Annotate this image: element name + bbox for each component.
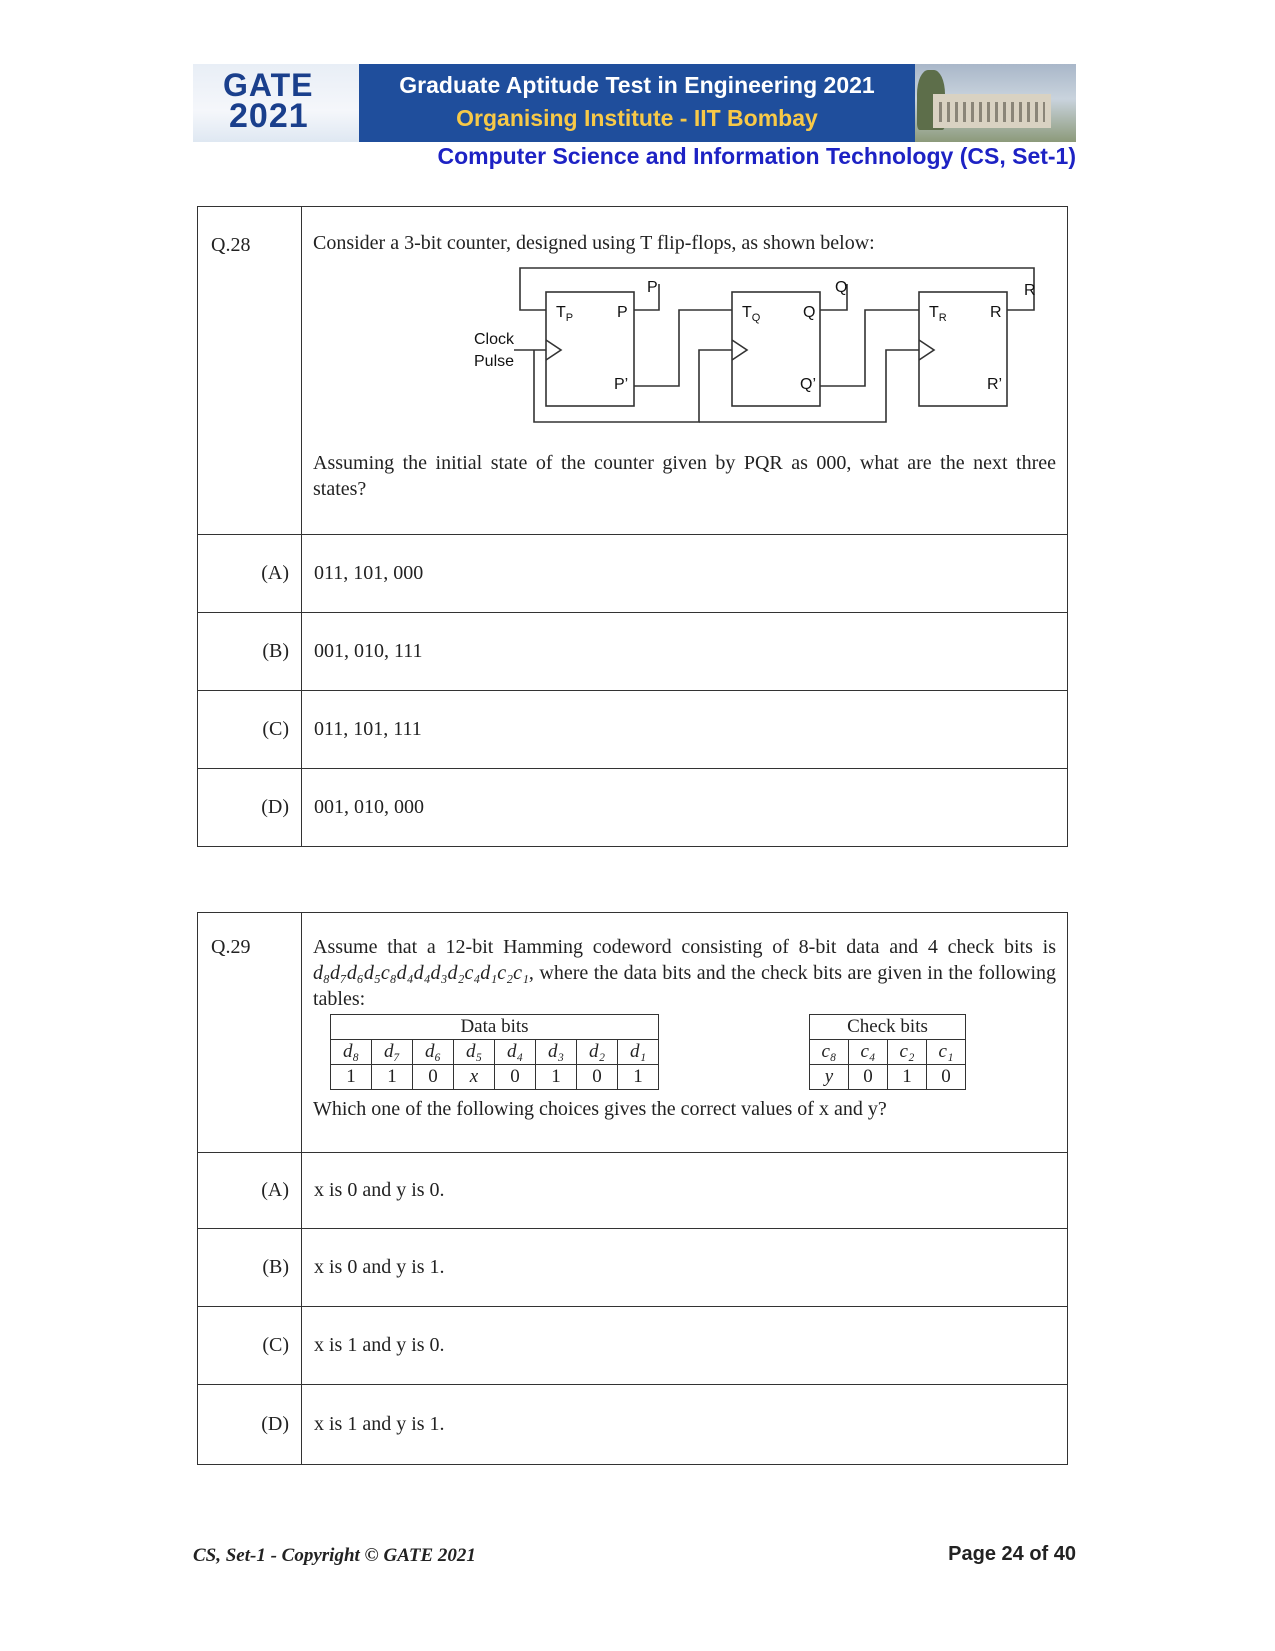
logo-year: 2021 — [229, 97, 309, 135]
banner-title: Graduate Aptitude Test in Engineering 2021 — [399, 72, 875, 98]
table-cell: 0 — [927, 1065, 966, 1090]
table-header: c₈ — [810, 1040, 849, 1065]
table-header: d₇ — [372, 1040, 413, 1065]
question-text: Which one of the following choices gives the correct values of x and y? — [313, 1098, 887, 1120]
option-text: x is 0 and y is 1. — [302, 1229, 1068, 1307]
banner-title-band — [359, 64, 915, 142]
banner-subtitle: Organising Institute - IIT Bombay — [456, 105, 818, 131]
table-header: d₈ — [331, 1040, 372, 1065]
option-label: (B) — [198, 613, 302, 691]
question-text: Assuming the initial state of the counter given by PQR as 000, what are the next three states? — [313, 452, 1056, 500]
institute-building-image — [915, 64, 1076, 142]
q-complement-label: Q’ — [800, 376, 816, 393]
bit-tables — [303, 1012, 1066, 1090]
option-label: (D) — [198, 1385, 302, 1465]
table-cell: 0 — [413, 1065, 454, 1090]
option-row — [198, 613, 1068, 691]
table-header: c₄ — [849, 1040, 888, 1065]
option-row — [198, 1307, 1068, 1385]
footer-copyright: CS, Set-1 - Copyright © GATE 2021 — [193, 1545, 476, 1566]
question-number-cell — [198, 207, 302, 535]
option-row — [198, 1153, 1068, 1229]
option-label: (C) — [198, 1307, 302, 1385]
table-cell: x — [454, 1065, 495, 1090]
table-header: d₁ — [618, 1040, 659, 1065]
option-text: x is 1 and y is 0. — [302, 1307, 1068, 1385]
stem-part-2: , where the data bits and the check bits are given in the following tables: — [313, 962, 1056, 1010]
option-label: (B) — [198, 1229, 302, 1307]
tq-label: $T_Q$ — [742, 304, 761, 324]
option-row — [198, 535, 1068, 613]
option-label: (A) — [198, 1153, 302, 1229]
q-output-label: Q — [803, 304, 816, 321]
table-cell: 1 — [618, 1065, 659, 1090]
table-cell: 1 — [331, 1065, 372, 1090]
question-number-cell — [198, 913, 302, 1153]
question-stem — [303, 914, 1066, 1012]
clock-label: Clock — [474, 331, 515, 348]
p-tap-label: P — [647, 279, 658, 296]
table-header: d₆ — [413, 1040, 454, 1065]
option-text: 011, 101, 111 — [302, 691, 1068, 769]
gate-logo — [193, 64, 359, 142]
option-text: 011, 101, 000 — [302, 535, 1068, 613]
option-row — [198, 1385, 1068, 1465]
option-label: (C) — [198, 691, 302, 769]
question-body-cell — [302, 913, 1068, 1153]
table-cell: 0 — [577, 1065, 618, 1090]
table-header: d₃ — [536, 1040, 577, 1065]
question-28-table — [197, 206, 1068, 847]
option-label: (D) — [198, 769, 302, 847]
pulse-label: Pulse — [474, 353, 515, 370]
tr-label: $T_R$ — [929, 304, 947, 324]
table-header: c₂ — [888, 1040, 927, 1065]
option-text: 001, 010, 000 — [302, 769, 1068, 847]
question-number: Q.29 — [211, 936, 251, 958]
question-number: Q.28 — [211, 234, 251, 256]
option-text: x is 0 and y is 0. — [302, 1153, 1068, 1229]
question-body-cell — [302, 207, 1068, 535]
question-stem: Consider a 3-bit counter, designed using T flip-flops, as shown below: — [313, 232, 875, 254]
subject-title: Computer Science and Information Technology (CS, Set-1) — [437, 143, 1076, 169]
table-cell: 1 — [536, 1065, 577, 1090]
footer-page-number: Page 24 of 40 — [948, 1543, 1076, 1565]
r-tap-label: R — [1024, 282, 1036, 299]
stem-part-1: Assume that a 12-bit Hamming codeword consisting of 8-bit data and 4 check bits is — [313, 936, 1056, 958]
data-bits-table — [330, 1014, 659, 1090]
table-cell: 1 — [372, 1065, 413, 1090]
table-header: d₅ — [454, 1040, 495, 1065]
option-row — [198, 1229, 1068, 1307]
table-header: d₂ — [577, 1040, 618, 1065]
option-label: (A) — [198, 535, 302, 613]
option-row — [198, 769, 1068, 847]
t-flip-flop-counter-diagram — [389, 262, 1036, 432]
table-cell: 1 — [888, 1065, 927, 1090]
p-output-label: P — [617, 304, 628, 321]
r-output-label: R — [990, 304, 1002, 321]
option-text: x is 1 and y is 1. — [302, 1385, 1068, 1465]
data-bits-title: Data bits — [331, 1015, 659, 1040]
question-29-table — [197, 912, 1068, 1465]
header-banner — [193, 64, 1076, 142]
r-complement-label: R’ — [987, 376, 1003, 393]
hamming-codeword: d₈d₇d₆d₅c₈d₄d₄d₃d₂c₄d₁c₂c₁ — [313, 962, 529, 984]
table-cell: y — [810, 1065, 849, 1090]
table-cell: 0 — [849, 1065, 888, 1090]
q-tap-label: Q — [835, 279, 848, 296]
option-row — [198, 691, 1068, 769]
tp-label: $T_P$ — [556, 304, 574, 324]
table-header: d₄ — [495, 1040, 536, 1065]
table-cell: 0 — [495, 1065, 536, 1090]
option-text: 001, 010, 111 — [302, 613, 1068, 691]
table-header: c₁ — [927, 1040, 966, 1065]
check-bits-table — [809, 1014, 966, 1090]
logo-word: GATE — [223, 67, 314, 103]
check-bits-title: Check bits — [810, 1015, 966, 1040]
p-complement-label: P’ — [614, 376, 629, 393]
